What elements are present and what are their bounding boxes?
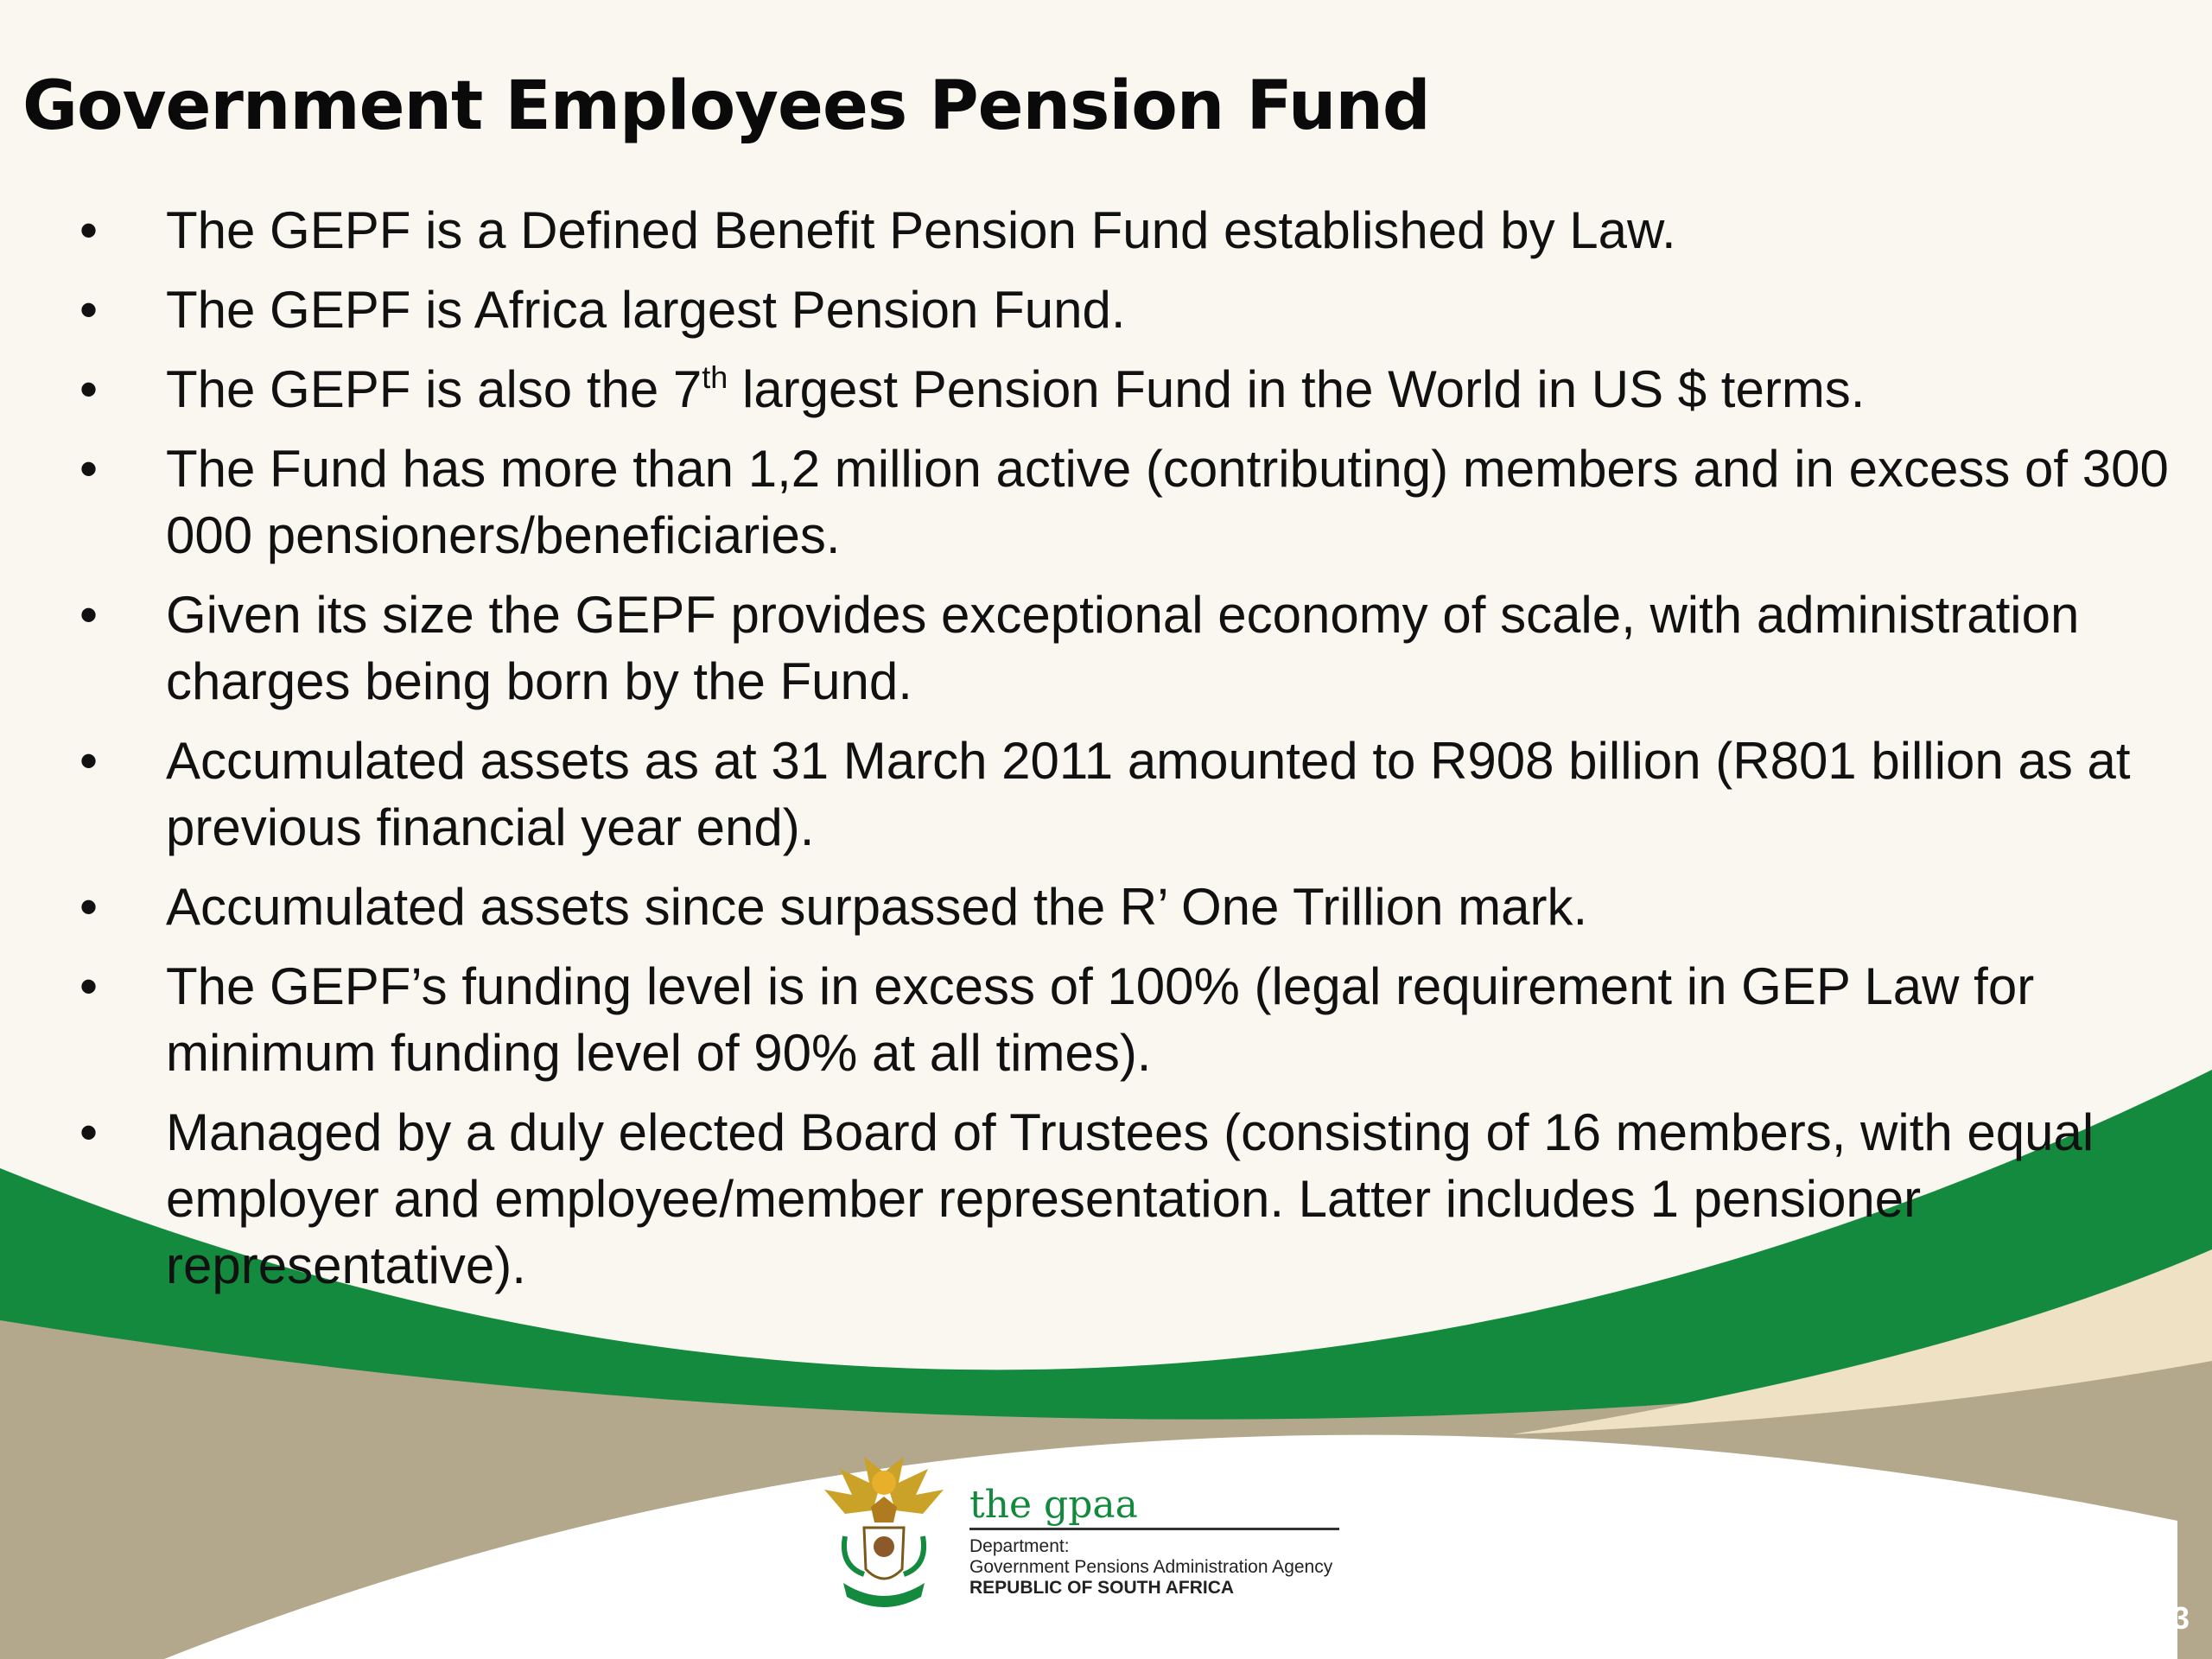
slide-title: Government Employees Pension Fund [22, 67, 1430, 145]
bullet-marker: • [79, 281, 99, 339]
bullet-text: Given its size the GEPF provides exceptional economy of scale, with administration charges being born by the Fund. [166, 586, 2080, 710]
bullet-text: The GEPF’s funding level is in excess of 100% (legal requirement in GEP Law for minimum funding level of 90% at all times). [166, 957, 2035, 1082]
bullet-superscript: th [702, 359, 728, 395]
bullet-item [0, 874, 2195, 940]
bullet-text: The Fund has more than 1,2 million active (contributing) members and in excess of 300 000 pensioners/beneficiaries. [166, 440, 2169, 564]
bullet-marker: • [79, 957, 99, 1015]
bullet-item [0, 276, 2195, 343]
bullet-item [0, 356, 2195, 423]
bullet-item [0, 1099, 2195, 1299]
bullet-marker: • [79, 732, 99, 790]
bullet-marker: • [79, 586, 99, 644]
bullet-item [0, 197, 2195, 264]
bullet-text: Accumulated assets as at 31 March 2011 amounted to R908 billion (R801 billion as at previous financial year end). [166, 732, 2131, 856]
logo-agency: Government Pensions Administration Agency [969, 1557, 1333, 1577]
bullet-text: Managed by a duly elected Board of Trustees (consisting of 16 members, with equal employer and employee/member representation. Latter includes 1 pensioner representative). [166, 1103, 2094, 1294]
logo-name: the gpaa [969, 1483, 1138, 1527]
bullet-marker: • [79, 201, 99, 259]
bullet-list [0, 197, 2195, 1312]
bullet-text: Accumulated assets since surpassed the R’ One Trillion mark. [166, 878, 1588, 936]
bullet-marker: • [79, 878, 99, 936]
coat-of-arms-icon [819, 1453, 949, 1613]
bullet-item [0, 435, 2195, 569]
logo-country: REPUBLIC OF SOUTH AFRICA [969, 1578, 1235, 1598]
logo-divider [969, 1528, 1339, 1530]
logo-department: Department: [969, 1536, 1070, 1556]
bullet-text: The GEPF is Africa largest Pension Fund. [166, 281, 1126, 339]
bullet-item [0, 953, 2195, 1086]
bullet-text-post: largest Pension Fund in the World in US $ terms. [728, 360, 1866, 418]
bullet-text: The GEPF is a Defined Benefit Pension Fund established by Law. [166, 201, 1676, 259]
bullet-marker: • [79, 440, 99, 498]
bullet-text-pre: The GEPF is also the 7 [166, 360, 702, 418]
bullet-marker: • [79, 1103, 99, 1161]
page-number: 3 [2171, 1600, 2190, 1636]
gpaa-logo [819, 1453, 1389, 1613]
bullet-item [0, 728, 2195, 861]
bullet-marker: • [79, 360, 99, 418]
bullet-item [0, 582, 2195, 715]
